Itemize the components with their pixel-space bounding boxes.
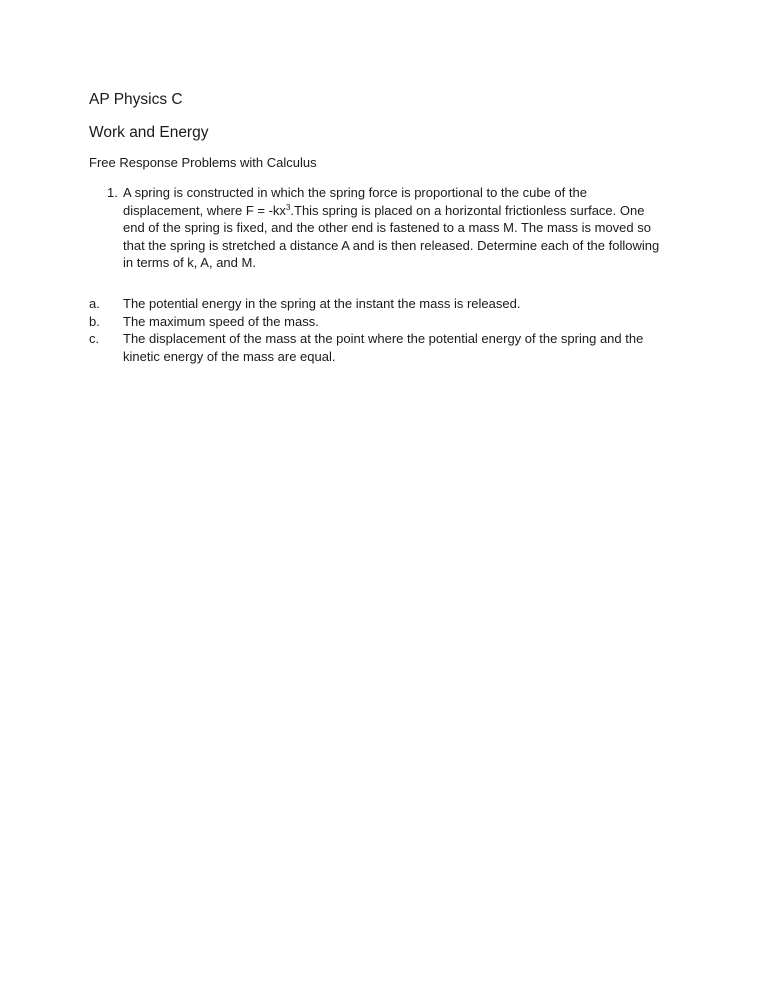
section-title: Free Response Problems with Calculus [89, 155, 317, 170]
part-letter: c. [89, 331, 100, 346]
part-letter: b. [89, 313, 100, 329]
course-title: AP Physics C [89, 91, 183, 108]
part-text: The maximum speed of the mass. [123, 313, 319, 329]
problem-exponent: 3 [285, 202, 291, 212]
unit-title: Work and Energy [89, 124, 209, 141]
problem-1 [107, 184, 667, 272]
part-c [89, 330, 669, 365]
problem-text-part-1: A spring is constructed in which the spring force is proportional to the cube of the displacement, where F = -kx [123, 185, 587, 218]
problem-parts-list [89, 295, 669, 365]
part-letter: a. [89, 296, 100, 311]
part-text: The potential energy in the spring at the instant the mass is released. [123, 296, 521, 311]
part-text: The displacement of the mass at the point where the potential energy of the spring and the kinetic energy of the mass are equal. [123, 331, 644, 364]
problem-statement [123, 184, 667, 272]
problem-number: 1. [107, 185, 118, 200]
part-a [89, 295, 669, 313]
part-b [89, 313, 669, 331]
problem-text-part-2: .This spring is placed on a horizontal frictionless surface. One end of the spring is fixed, and the other end is fastened to a mass M. The mass is moved so that the spring is stretched a distance A and is then released. Determine each of the following in terms of k, A, and M. [123, 202, 660, 270]
